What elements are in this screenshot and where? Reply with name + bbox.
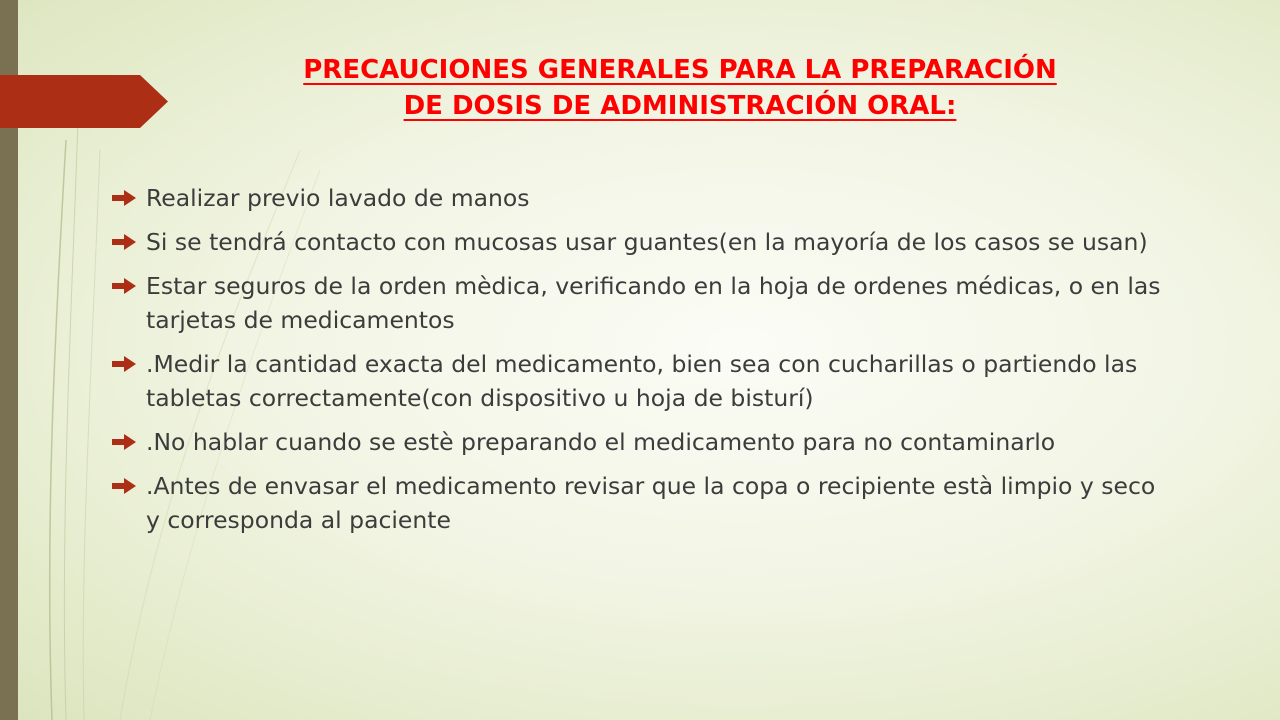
bullet-text: Estar seguros de la orden mèdica, verificando en la hoja de ordenes médicas, o en las tarjetas de medicamentos — [146, 272, 1161, 334]
bullet-text: .No hablar cuando se estè preparando el medicamento para no contaminarlo — [146, 428, 1056, 456]
arrow-right-icon — [112, 478, 136, 494]
bullet-item — [112, 269, 1162, 337]
arrow-right-icon — [112, 278, 136, 294]
arrow-right-icon — [112, 234, 136, 250]
arrow-right-icon — [112, 434, 136, 450]
bullet-text: Si se tendrá contacto con mucosas usar guantes(en la mayoría de los casos se usan) — [146, 228, 1148, 256]
bullet-item — [112, 347, 1162, 415]
bullet-item — [112, 425, 1162, 459]
arrow-right-icon — [112, 190, 136, 206]
slide-title-line-2: DE DOSIS DE ADMINISTRACIÓN ORAL: — [403, 91, 957, 121]
title-accent-tab — [0, 75, 168, 128]
bullet-item — [112, 469, 1162, 537]
bullet-item — [112, 225, 1162, 259]
arrow-right-icon — [112, 356, 136, 372]
bullet-text: .Medir la cantidad exacta del medicamento, bien sea con cucharillas o partiendo las tabletas correctamente(con dispositivo u hoja de bisturí) — [146, 350, 1138, 412]
slide-title-line-1: PRECAUCIONES GENERALES PARA LA PREPARACIÓN — [303, 55, 1057, 85]
bullet-list — [112, 181, 1162, 547]
slide-title — [180, 52, 1180, 124]
bullet-text: Realizar previo lavado de manos — [146, 184, 530, 212]
bullet-text: .Antes de envasar el medicamento revisar que la copa o recipiente està limpio y seco y corresponda al paciente — [146, 472, 1156, 534]
bullet-item — [112, 181, 1162, 215]
